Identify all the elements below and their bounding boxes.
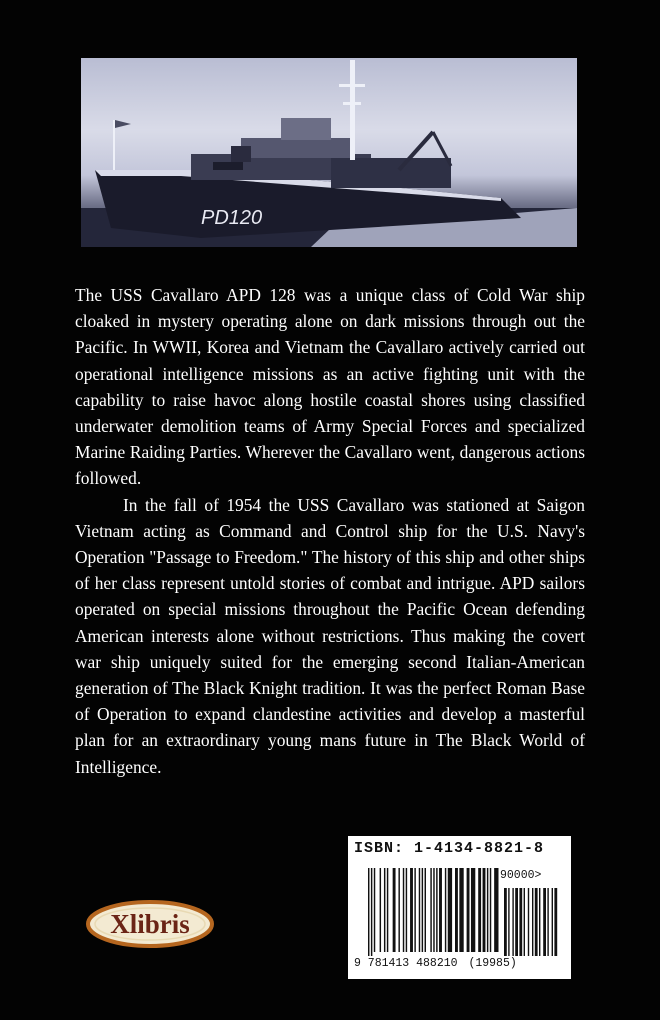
barcode-bar (494, 868, 498, 952)
barcode-addon-bar (512, 888, 513, 956)
barcode-addon-bar (547, 888, 548, 956)
blurb-paragraph: In the fall of 1954 the USS Cavallaro was stationed at Saigon Vietnam acting as Command and Control ship for the U.S. Navy's Operation "Passage to Freedom." The history of this ship and other ships of her class represent untold stories of combat and intrigue. APD sailors operated on special missions throughout the Pacific Ocean defending American interests alone without restrictions. Thus making the covert war ship uniquely suited for the emerging second Italian-American generation of The Black Knight tradition. It was the perfect Roman Base of Operation to expand clandestine activities and develop a masterful plan for an extraordinary young mans future in The Black World of Intelligence. (75, 494, 585, 777)
sub-code: (19985) (468, 957, 517, 970)
xlibris-logo-icon (84, 898, 224, 950)
barcode-bar (393, 868, 396, 952)
blurb-paragraph: The USS Cavallaro APD 128 was a unique class of Cold War ship cloaked in mystery operating alone on dark missions through out the Pacific. In WWII, Korea and Vietnam the Cavallaro actively carried out operational intelligence missions as an active fighting unit with the capability to raise havoc along hostile coastal shores using classified underwater demolition teams of Army Special Forces and specialized Marine Raiding Parties. Wherever the Cavallaro went, dangerous actions followed. (75, 285, 585, 489)
yardarm (339, 84, 365, 87)
aft-deckhouse (331, 158, 451, 188)
barcode-bar (398, 868, 399, 952)
isbn-label: ISBN: 1-4134-8821-8 (354, 840, 545, 857)
barcode-bar (487, 868, 488, 952)
barcode-bar (467, 868, 470, 952)
barcode-bar (448, 868, 452, 952)
barcode-bar (425, 868, 426, 952)
ship-illustration (81, 58, 577, 247)
barcode-addon-bar (528, 888, 529, 956)
yardarm-lower (343, 102, 361, 105)
barcode-bar (439, 868, 442, 952)
barcode-bar (455, 868, 458, 952)
back-cover-blurb (75, 282, 585, 780)
barcode-addon-bar (519, 888, 522, 956)
ean-number: 9 781413 488210 (354, 957, 458, 970)
flag (115, 120, 131, 128)
barcode-addon-bar (554, 888, 557, 956)
barcode-bar (380, 868, 381, 952)
barcode-bar (368, 868, 369, 956)
hull-number: PD120 (201, 207, 263, 229)
mast (350, 60, 355, 160)
barcode-addon-bar (535, 888, 538, 956)
barcode-bar (459, 868, 463, 952)
barcode-bar (490, 868, 491, 952)
bridge (241, 138, 351, 158)
barcode-bar (433, 868, 434, 952)
barcode-bar (436, 868, 437, 952)
gun-mount (231, 146, 251, 162)
logo-text: Xlibris (110, 909, 190, 939)
barcode-addon-bar (515, 888, 518, 956)
barcode-bar (403, 868, 404, 952)
barcode-bar (371, 868, 372, 956)
publisher-logo (84, 898, 224, 955)
barcode-addon-bar (524, 888, 525, 956)
barcode-bar (478, 868, 481, 952)
ean-digits (354, 957, 517, 970)
barcode-bar (410, 868, 413, 952)
barcode-bar (414, 868, 415, 952)
price-code: 90000> (500, 869, 542, 882)
deck-gun (213, 162, 243, 170)
barcode-addon-bar (543, 888, 546, 956)
barcode-bar (471, 868, 475, 952)
barcode-bar (374, 868, 375, 952)
barcode-bar (430, 868, 431, 952)
barcode-bar (483, 868, 486, 952)
barcode-bar (419, 868, 420, 952)
barcode-bar (445, 868, 446, 952)
barcode-bar (406, 868, 407, 952)
barcode-bar (422, 868, 423, 952)
barcode-bar (387, 868, 388, 952)
barcode-addon-bar (532, 888, 533, 956)
barcode-addon-bar (504, 888, 507, 956)
barcode-bar (384, 868, 385, 952)
barcode-addon-bar (508, 888, 509, 956)
bridge-top (281, 118, 331, 140)
cover-photo (81, 58, 577, 247)
barcode-addon-bar (552, 888, 553, 956)
barcode-addon-bar (539, 888, 540, 956)
isbn-barcode-box (348, 836, 571, 979)
